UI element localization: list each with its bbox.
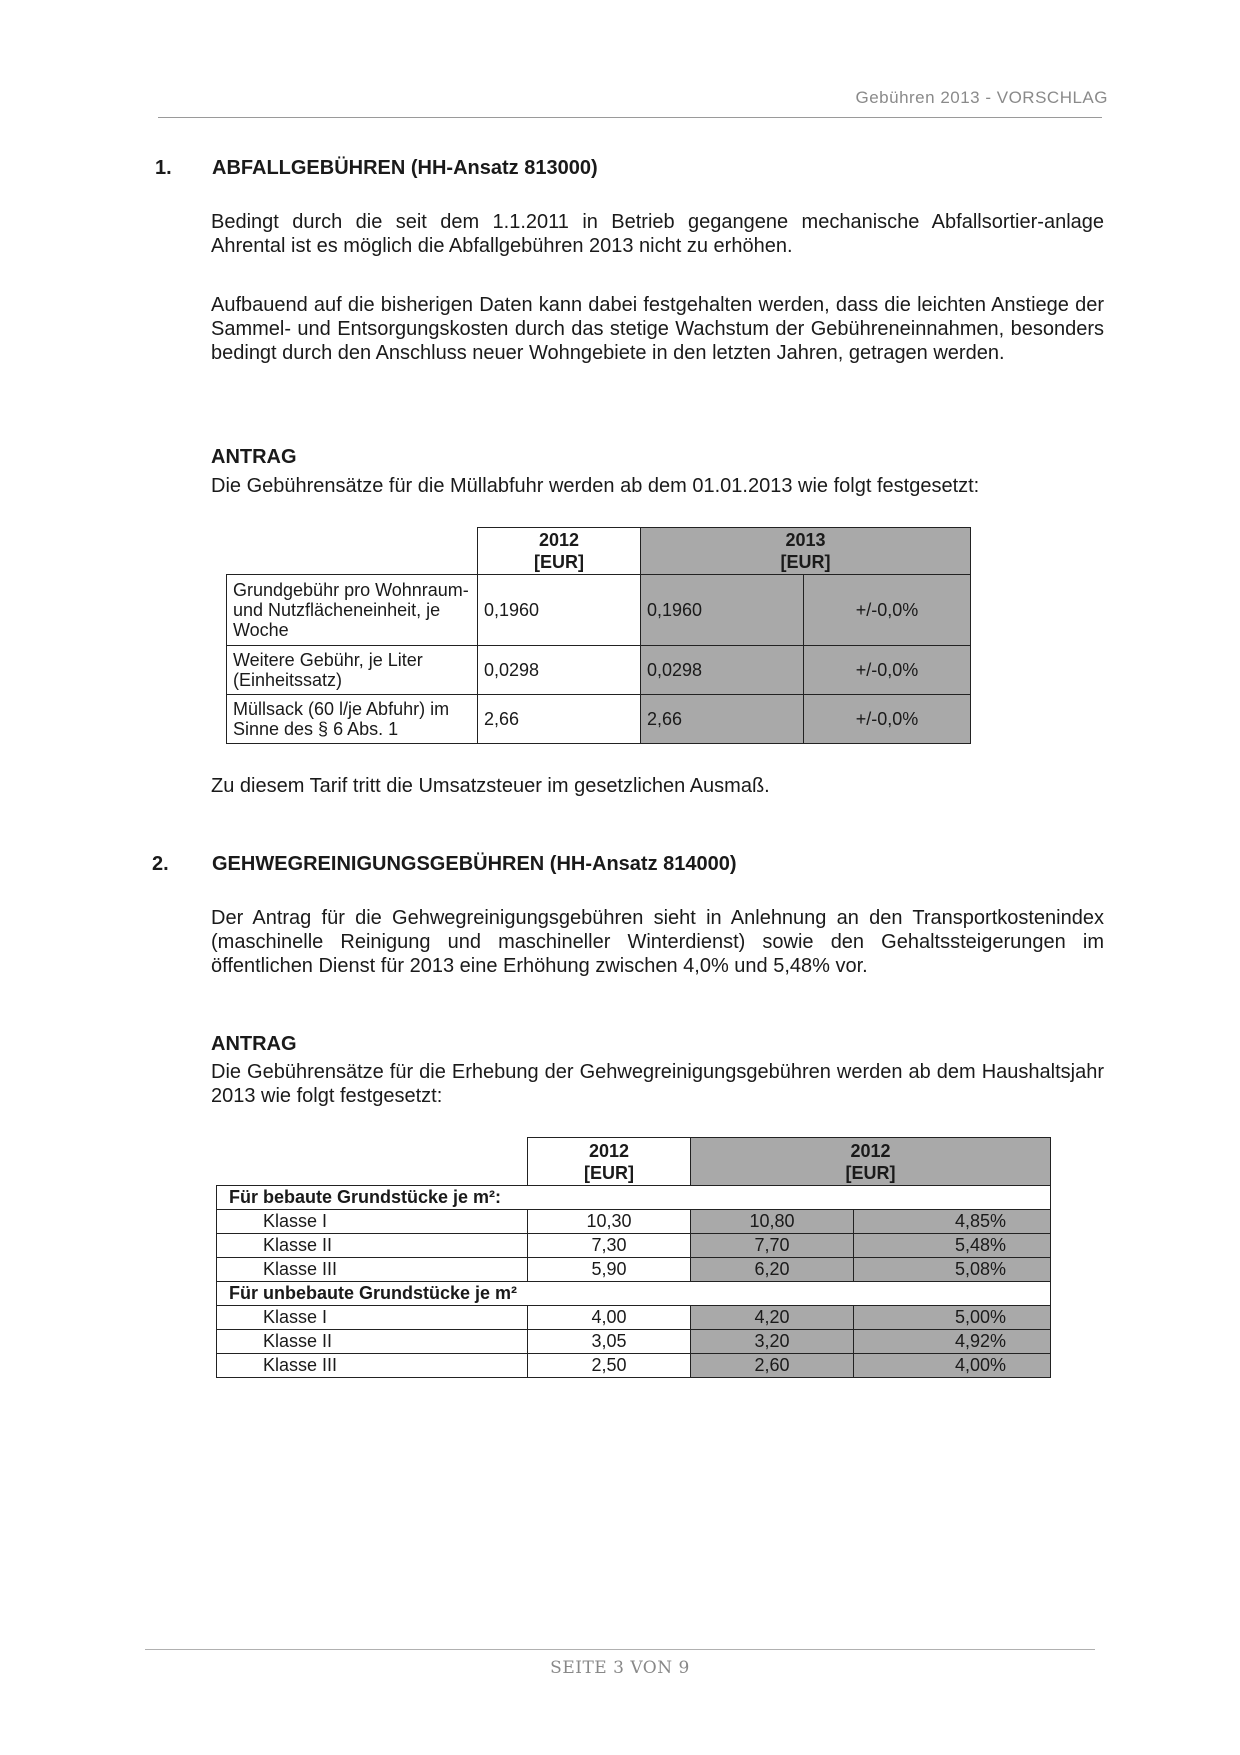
row-label: Grundgebühr pro Wohnraum- und Nutzflächeneinheit, je Woche [227, 575, 478, 646]
header-2013-year: 2013 [785, 530, 826, 550]
header-2013-unit: [EUR] [780, 552, 831, 572]
value-2013: 10,80 [691, 1210, 854, 1234]
table-row [217, 1306, 1051, 1330]
value-2013: 6,20 [691, 1258, 854, 1282]
class-label: Klasse II [217, 1330, 528, 1354]
value-2012: 3,05 [528, 1330, 691, 1354]
row-label: Weitere Gebühr, je Liter (Einheitssatz) [227, 646, 478, 695]
group-row [217, 1282, 1051, 1306]
value-2012: 5,90 [528, 1258, 691, 1282]
header-rule [158, 117, 1102, 118]
table-row [217, 1354, 1051, 1378]
class-label: Klasse I [217, 1306, 528, 1330]
header-right-unit: [EUR] [845, 1162, 896, 1183]
value-2013: 0,0298 [641, 646, 804, 695]
class-label: Klasse II [217, 1234, 528, 1258]
class-label: Klasse I [217, 1210, 528, 1234]
section-2-antrag-label: ANTRAG [211, 1033, 297, 1055]
value-2012: 7,30 [528, 1234, 691, 1258]
header-right-year: 2012 [850, 1140, 891, 1161]
section-1-title: ABFALLGEBÜHREN (HH-Ansatz 813000) [212, 157, 598, 179]
table-row [227, 695, 971, 744]
value-2013: 2,60 [691, 1354, 854, 1378]
section-2-title: GEHWEGREINIGUNGSGEBÜHREN (HH-Ansatz 814000) [212, 853, 737, 875]
table-row [217, 1210, 1051, 1234]
value-2012: 4,00 [528, 1306, 691, 1330]
table-row [227, 575, 971, 646]
value-2012: 0,0298 [478, 646, 641, 695]
class-label: Klasse III [217, 1354, 528, 1378]
value-2013: 3,20 [691, 1330, 854, 1354]
change-percent: 5,48% [854, 1234, 1051, 1258]
table-row [217, 1258, 1051, 1282]
header-2012-unit: [EUR] [584, 1162, 634, 1183]
value-2013: 4,20 [691, 1306, 854, 1330]
page-number: SEITE 3 VON 9 [550, 1658, 690, 1678]
value-2013: 7,70 [691, 1234, 854, 1258]
value-2012: 2,66 [478, 695, 641, 744]
section-1-paragraph-2: Aufbauend auf die bisherigen Daten kann dabei festgehalten werden, dass die leichten Anstiege der Sammel- und Entsorgungskosten durch das stetige Wachstum der Gebühreneinnahmen, besonders bedingt durch den Anschluss neuer Wohngebiete in den letzten Jahren, getragen werden. [211, 294, 1104, 364]
section-1-antrag-label: ANTRAG [211, 446, 297, 468]
section-2-number: 2. [152, 853, 169, 875]
section-2-paragraph-1: Der Antrag für die Gehwegreinigungsgebühren sieht in Anlehnung an den Transportkostenindex (maschinelle Reinigung und maschineller Winterdienst) sowie den Gehaltssteigerungen im öffentlichen Dienst für 2013 eine Erhöhung zwischen 4,0% und 5,48% vor. [211, 907, 1104, 977]
section-1-paragraph-1: Bedingt durch die seit dem 1.1.2011 in Betrieb gegangene mechanische Abfallsortier-anlage Ahrental ist es möglich die Abfallgebühren 2013 nicht zu erhöhen. [211, 211, 1104, 257]
header-2012 [528, 1138, 691, 1186]
group-row [217, 1186, 1051, 1210]
header-right [691, 1138, 1051, 1186]
change-percent: 5,08% [854, 1258, 1051, 1282]
change-percent: 5,00% [854, 1306, 1051, 1330]
class-label: Klasse III [217, 1258, 528, 1282]
change-percent: 4,00% [854, 1354, 1051, 1378]
section-2-antrag-text: Die Gebührensätze für die Erhebung der Gehwegreinigungsgebühren werden ab dem Haushaltsjahr 2013 wie folgt festgesetzt: [211, 1061, 1104, 1107]
waste-fee-table [226, 527, 971, 744]
sidewalk-fee-table [216, 1137, 1051, 1378]
table-header-row [217, 1138, 1051, 1186]
table-header-row [227, 528, 971, 575]
header-2012-year: 2012 [538, 530, 580, 550]
section-1-antrag-text: Die Gebührensätze für die Müllabfuhr werden ab dem 01.01.2013 wie folgt festgesetzt: [211, 475, 980, 497]
table-row [217, 1234, 1051, 1258]
table-row [227, 646, 971, 695]
header-2012-year: 2012 [588, 1140, 630, 1161]
value-2013: 0,1960 [641, 575, 804, 646]
section-1-number: 1. [155, 157, 172, 179]
group-label-unbuilt: Für unbebaute Grundstücke je m² [217, 1282, 1051, 1306]
value-2012: 10,30 [528, 1210, 691, 1234]
footer-rule [145, 1649, 1095, 1650]
table-row [217, 1330, 1051, 1354]
page-header-title: Gebühren 2013 - VORSCHLAG [855, 88, 1108, 107]
value-2012: 0,1960 [478, 575, 641, 646]
group-label-built: Für bebaute Grundstücke je m²: [217, 1186, 1051, 1210]
value-2013: 2,66 [641, 695, 804, 744]
header-2012-unit: [EUR] [534, 552, 584, 572]
header-2012 [478, 528, 641, 575]
section-1-tax-note: Zu diesem Tarif tritt die Umsatzsteuer im gesetzlichen Ausmaß. [211, 775, 770, 797]
change-percent: 4,85% [854, 1210, 1051, 1234]
value-2012: 2,50 [528, 1354, 691, 1378]
header-2013 [641, 528, 971, 575]
table-corner [227, 528, 478, 575]
change-percent: 4,92% [854, 1330, 1051, 1354]
table-corner [217, 1138, 528, 1186]
change-percent: +/-0,0% [804, 575, 971, 646]
change-percent: +/-0,0% [804, 695, 971, 744]
change-percent: +/-0,0% [804, 646, 971, 695]
row-label: Müllsack (60 l/je Abfuhr) im Sinne des § 6 Abs. 1 [227, 695, 478, 744]
